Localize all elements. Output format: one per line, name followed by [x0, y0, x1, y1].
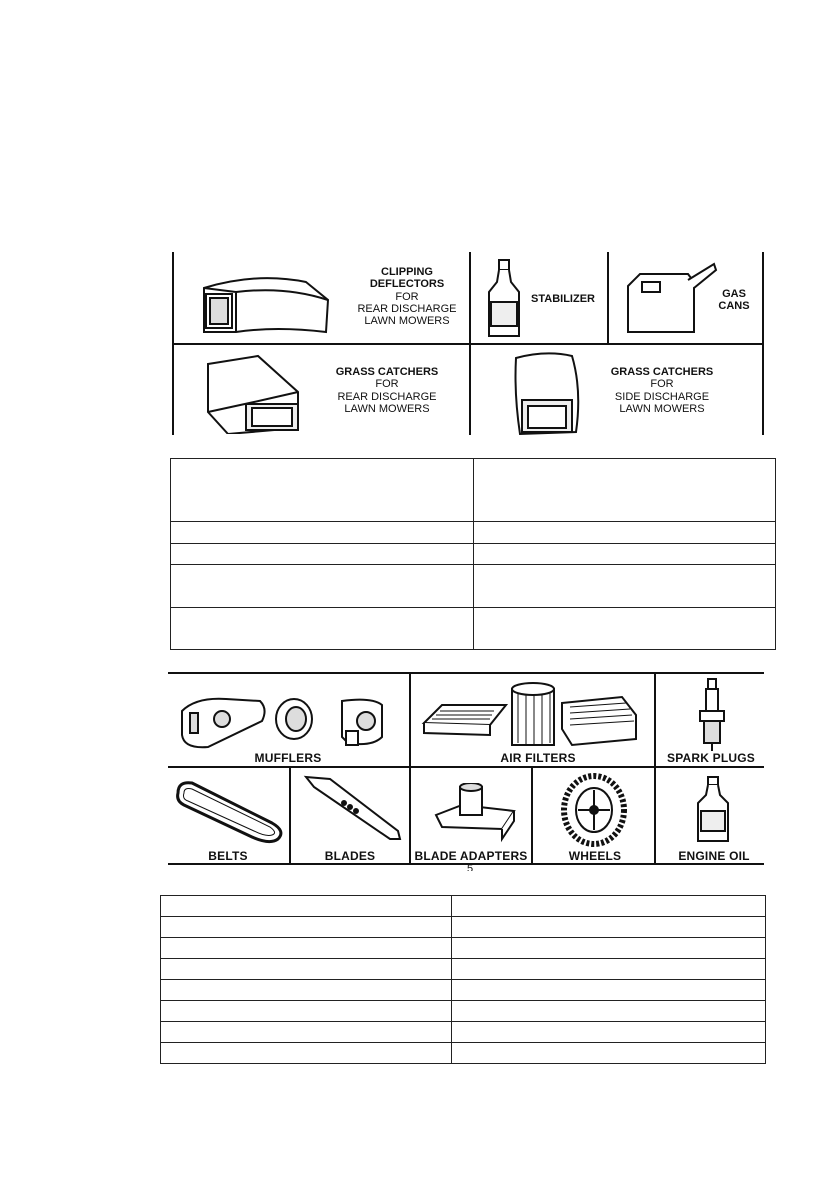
caption-line: DEFLECTORS	[369, 278, 445, 291]
blade-adapters-label: BLADE ADAPTERS	[414, 849, 528, 863]
table-row	[161, 980, 766, 1001]
mufflers-illustration	[176, 691, 404, 753]
accessories-table	[170, 458, 776, 650]
table-cell	[474, 522, 776, 544]
table-cell	[171, 522, 474, 544]
spark-plugs-label: SPARK PLUGS	[667, 751, 755, 765]
blade-adapter-illustration	[432, 783, 518, 845]
table-cell	[171, 459, 474, 522]
table-row	[171, 459, 776, 522]
table-row	[161, 1043, 766, 1064]
caption-line: GAS	[722, 288, 746, 300]
air-filters-illustration	[420, 679, 652, 753]
table-cell	[171, 544, 474, 565]
table-cell	[171, 608, 474, 650]
caption-line: CLIPPING	[381, 266, 433, 278]
table-cell	[474, 565, 776, 608]
table-cell	[452, 1043, 766, 1064]
belts-label: BELTS	[208, 849, 248, 863]
table-cell	[161, 917, 452, 938]
caption-line: SIDE DISCHARGE	[614, 390, 710, 403]
caption-line: LAWN MOWERS	[619, 402, 705, 415]
caption-line: REAR DISCHARGE	[357, 302, 457, 315]
table-cell	[452, 896, 766, 917]
gas-can-illustration	[622, 260, 718, 336]
wheel-illustration	[560, 773, 630, 847]
air-filters-label: AIR FILTERS	[500, 751, 576, 765]
clipping-deflector-illustration	[196, 270, 346, 340]
table-row	[171, 544, 776, 565]
table-cell	[452, 1001, 766, 1022]
caption-line: REAR DISCHARGE	[337, 390, 437, 403]
engine-oil-label: ENGINE OIL	[678, 849, 750, 863]
table-cell	[161, 1001, 452, 1022]
caption-line: GRASS CATCHERS	[610, 366, 714, 378]
table-cell	[452, 1022, 766, 1043]
table-cell	[161, 1043, 452, 1064]
blades-label: BLADES	[324, 849, 376, 863]
table-row	[171, 522, 776, 544]
table-cell	[161, 980, 452, 1001]
table-cell	[474, 459, 776, 522]
parts-panel	[168, 671, 766, 867]
table-cell	[161, 896, 452, 917]
table-cell	[171, 565, 474, 608]
stabilizer-caption: STABILIZER	[531, 293, 595, 305]
parts-table	[160, 895, 766, 1064]
table-cell	[452, 959, 766, 980]
wheels-label: WHEELS	[568, 849, 622, 863]
rear-grass-catcher-illustration	[198, 352, 308, 434]
blade-illustration	[300, 773, 406, 843]
table-row	[161, 1022, 766, 1043]
table-row	[161, 1001, 766, 1022]
table-cell	[161, 1022, 452, 1043]
caption-line: LAWN MOWERS	[344, 402, 430, 415]
grass-catchers-side-caption	[582, 366, 742, 415]
stabilizer-bottle-illustration	[484, 258, 524, 340]
spark-plug-illustration	[692, 677, 732, 753]
gas-cans-caption	[710, 288, 758, 313]
caption-line: LAWN MOWERS	[364, 315, 450, 328]
table-row	[171, 565, 776, 608]
table-row	[161, 938, 766, 959]
grass-catchers-rear-caption	[310, 366, 464, 415]
table-row	[161, 917, 766, 938]
table-row	[171, 608, 776, 650]
table-cell	[474, 608, 776, 650]
clipping-deflectors-caption	[348, 266, 466, 328]
caption-line: CANS	[718, 300, 750, 313]
table-cell	[474, 544, 776, 565]
table-row	[161, 896, 766, 917]
table-cell	[452, 980, 766, 1001]
belt-illustration	[172, 775, 288, 845]
table-cell	[161, 938, 452, 959]
caption-line: GRASS CATCHERS	[335, 366, 439, 378]
side-grass-catcher-illustration	[506, 350, 590, 436]
page-number: 5	[466, 863, 474, 871]
accessories-panel	[170, 252, 766, 435]
table-cell	[452, 917, 766, 938]
table-cell	[161, 959, 452, 980]
caption-line: FOR	[395, 290, 419, 303]
table-row	[161, 959, 766, 980]
caption-line: FOR	[650, 378, 674, 391]
mufflers-label: MUFFLERS	[254, 751, 322, 765]
engine-oil-bottle-illustration	[692, 775, 734, 845]
caption-line: FOR	[375, 378, 399, 391]
table-cell	[452, 938, 766, 959]
